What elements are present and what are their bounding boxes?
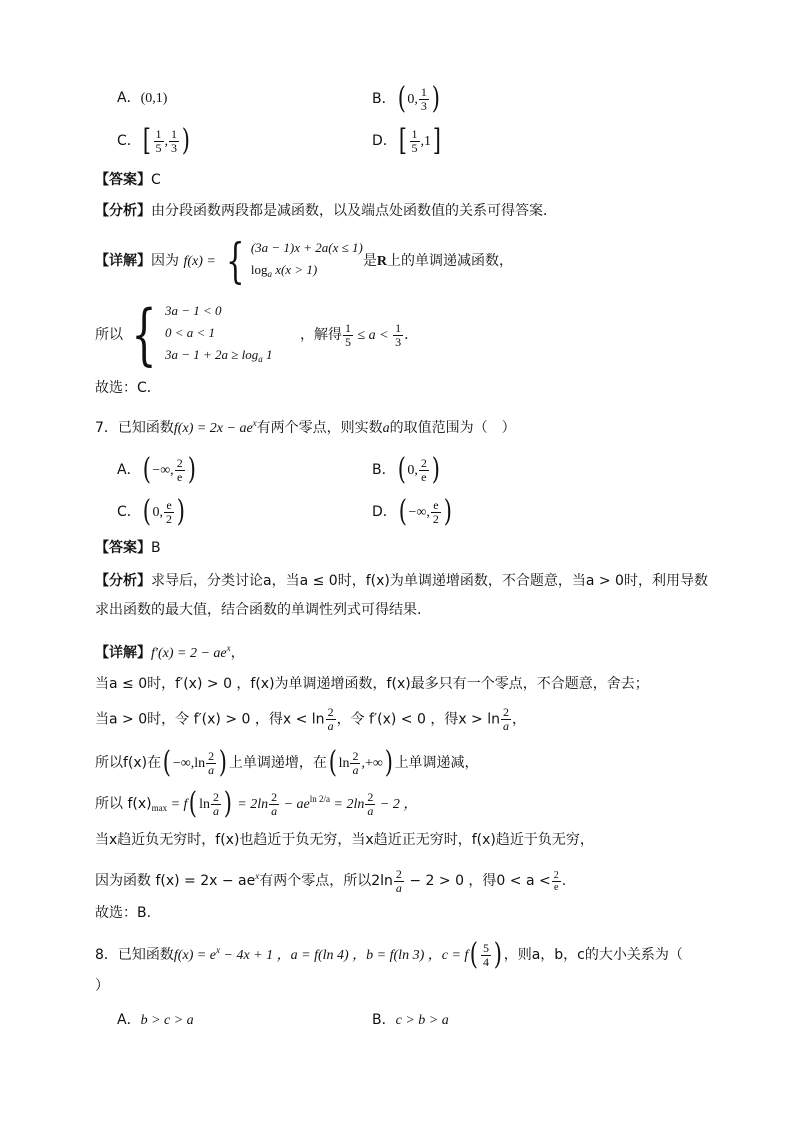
q8-stem: 8．已知函数$f(x) = e^x - 4x + 1$ ，a = f(ln 4) ，b = f(ln 3) ，c = f( $\frac{5}{4}$ ) ，则a，b，c的大小关系为（: [95, 937, 683, 972]
q6-option-b: B．( 0, $\frac{1}{3}$ ): [372, 81, 440, 116]
q7-option-a: A．( −∞, $\frac{2}{e}$ ): [117, 452, 196, 487]
q8-stem-2: ）: [95, 978, 109, 994]
q7-case-1: 当a ≤ 0时，f′(x) > 0 ，f(x)为单调递增函数，f(x)最多只有一个零点，不合题意，舍去；: [95, 676, 649, 692]
q7-answer: 【答案】B: [95, 540, 161, 556]
q8-option-a: A．b > c > a: [117, 1012, 194, 1028]
q7-maximum: 所以 $f(x)_{max} = f$( ln $\frac{2}{a}$ ) = 2ln $\frac{2}{a}$ − $ae^{ln 2/a} = 2\ln$ $\frac{2}{a}$ − 2 ，: [95, 786, 418, 821]
q7-monotonic: 所以f(x)在( −∞,ln $\frac{2}{a}$ ) 上单调递增，在( ln $\frac{2}{a}$ ,+∞) 上单调递减，: [95, 745, 479, 780]
q7-analysis-2: 求出函数的最大值，结合函数的单调性列式可得结果.: [95, 602, 422, 618]
q8-option-b: B．c > b > a: [372, 1012, 449, 1028]
q7-stem: 7．已知函数$f(x) = 2x - ae^x$有两个零点，则实数a的取值范围为（ ）: [95, 418, 516, 436]
q6-conclusion: 故选：C．: [95, 380, 161, 396]
q7-option-c: C．( 0, $\frac{e}{2}$ ): [117, 494, 185, 529]
q6-option-d: D．[ $\frac{1}{5}$ ,1]: [372, 123, 441, 158]
q6-option-a: A．(0,1): [117, 90, 168, 106]
q7-because: 因为函数 $f(x) = 2x - ae^x$有两个零点，所以2ln $\frac{2}{a}$ − 2 > 0 ，得0 < a < $\frac{2}{e}$ .: [95, 866, 567, 895]
q6-answer: 【答案】C: [95, 172, 161, 188]
q7-option-d: D．( −∞, $\frac{e}{2}$ ): [372, 494, 452, 529]
q6-option-c: C．[ $\frac{1}{5}$ , $\frac{1}{3}$ ): [117, 123, 190, 158]
q7-option-b: B．( 0, $\frac{2}{e}$ ): [372, 452, 440, 487]
q6-detail: 【详解】因为 f(x) = { (3a − 1)x + 2a(x ≤ 1) $\log_a x(x > 1)$ 是R上的单调递减函数，: [95, 233, 513, 289]
q6-system: 所以 { 3a − 1 < 0 0 < a < 1 $3a - 1 + 2a \ge \log_a 1$ ，解得 $\frac{1}{5}$ ≤ a < $\frac{1}{3}$ ．: [95, 296, 419, 373]
q7-conclusion: 故选：B.: [95, 905, 152, 921]
q7-case-2: 当a > 0时，令 f′(x) > 0 ，得x < ln $\frac{2}{a}$ ，令 f′(x) < 0 ，得x > ln $\frac{2}{a}$ ，: [95, 705, 526, 733]
q6-analysis: 【分析】由分段函数两段都是减函数，以及端点处函数值的关系可得答案．: [95, 203, 557, 219]
q7-analysis: 【分析】求导后，分类讨论a，当a ≤ 0时，f(x)为单调递增函数，不合题意，当a > 0时，利用导数: [95, 573, 708, 589]
q7-limit: 当x趋近负无穷时，f(x)也趋近于负无穷，当x趋近正无穷时，f(x)趋近于负无穷，: [95, 832, 594, 848]
q7-detail: 【详解】$f'(x) = 2 - ae^x$，: [95, 643, 245, 661]
